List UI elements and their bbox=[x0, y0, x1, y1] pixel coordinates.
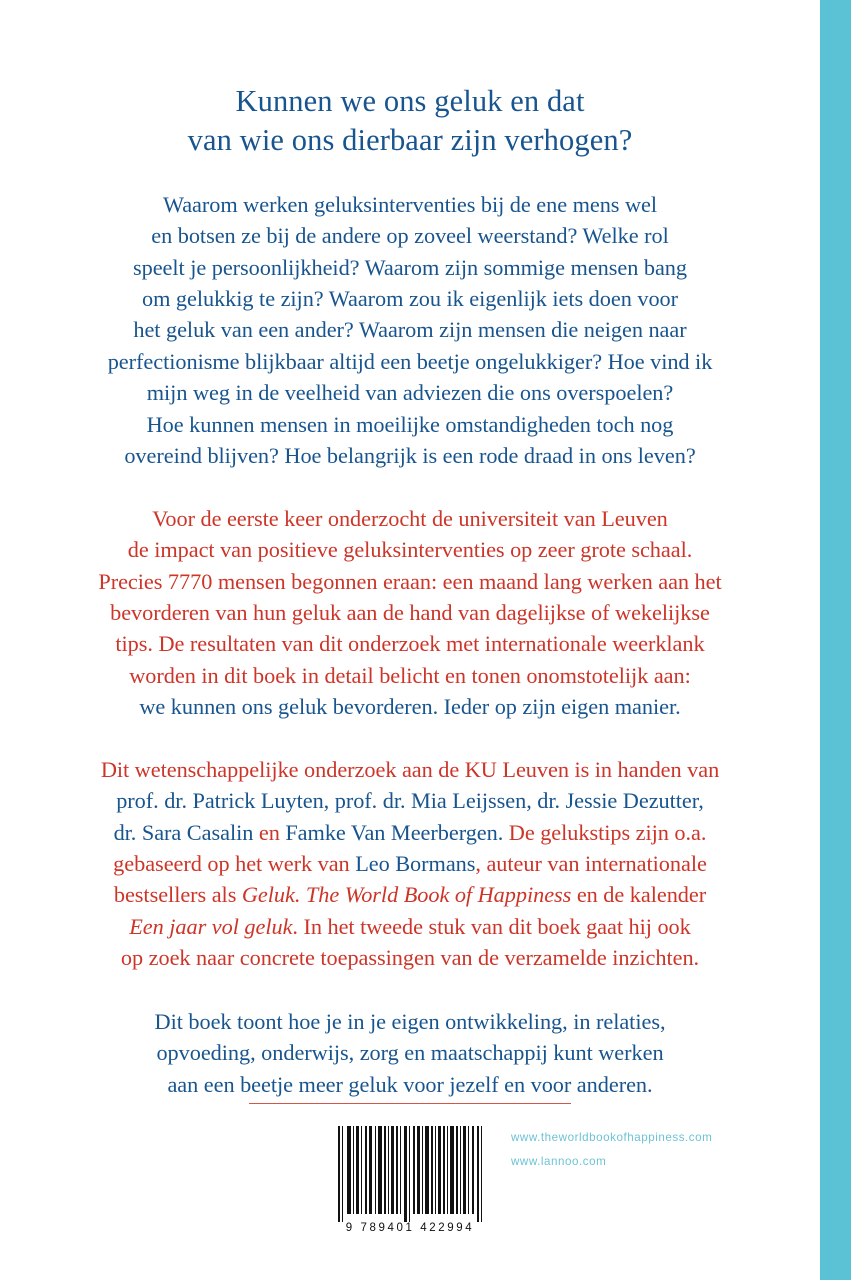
text-line: de impact van positieve geluksinterventies op zeer grote schaal. bbox=[127, 537, 693, 563]
text-line bbox=[60, 817, 760, 848]
text-line: perfectionisme blijkbaar altijd een beetje ongelukkiger? Hoe vind ik bbox=[107, 348, 713, 374]
text-line: we kunnen ons geluk bevorderen. Ieder op zijn eigen manier. bbox=[139, 694, 681, 720]
text-run: en de kalender bbox=[571, 882, 707, 908]
text-run: gebaseerd op het werk van bbox=[113, 851, 356, 876]
title-line-2: van wie ons dierbaar zijn verhogen? bbox=[187, 123, 633, 158]
text-line: overeind blijven? Hoe belangrijk is een rode draad in ons leven? bbox=[124, 443, 696, 469]
text-line: Dit boek toont hoe je in je eigen ontwikkeling, in relaties, bbox=[154, 1008, 666, 1034]
website-links bbox=[511, 1126, 712, 1174]
text-line: Waarom werken geluksinterventies bij de ene mens wel bbox=[162, 191, 658, 217]
isbn-digits: 9 789401 422994 bbox=[345, 1222, 475, 1234]
text-line: tips. De resultaten van dit onderzoek met internationale weerklank bbox=[115, 631, 705, 657]
text-run: , auteur van internationale bbox=[475, 851, 707, 876]
book-title-world-book-of-happiness: The World Book of Happiness bbox=[305, 882, 572, 908]
book-title-een-jaar-vol-geluk: Een jaar vol geluk bbox=[129, 913, 293, 939]
barcode bbox=[330, 1122, 490, 1250]
text-line: Voor de eerste keer onderzocht de universiteit van Leuven bbox=[152, 505, 668, 531]
barcode-bars-icon bbox=[330, 1122, 490, 1226]
text-line: het geluk van een ander? Waarom zijn mensen die neigen naar bbox=[133, 317, 687, 343]
text-line bbox=[60, 911, 760, 942]
text-line bbox=[60, 754, 760, 785]
text-run: op zoek naar concrete toepassingen van de verzamelde inzichten. bbox=[120, 945, 700, 971]
text-line bbox=[60, 942, 760, 973]
text-line: Precies 7770 mensen begonnen eraan: een maand lang werken aan het bbox=[98, 568, 722, 594]
text-line bbox=[60, 848, 760, 879]
paragraph-scope bbox=[60, 1006, 760, 1100]
spine-color-band bbox=[820, 0, 851, 1280]
text-line: bevorderen van hun geluk aan de hand van dagelijkse of wekelijkse bbox=[110, 599, 710, 625]
horizontal-divider bbox=[249, 1103, 571, 1104]
text-line: mijn weg in de veelheid van adviezen die ons overspoelen? bbox=[146, 380, 674, 406]
paragraph-research bbox=[60, 503, 760, 723]
paragraph-questions bbox=[60, 189, 760, 472]
link-theworldbookofhappiness[interactable]: www.theworldbookofhappiness.com bbox=[511, 1131, 713, 1144]
text-line: en botsen ze bij de andere op zoveel weerstand? Welke rol bbox=[151, 223, 669, 249]
paragraph-team bbox=[60, 754, 760, 974]
title-line-1: Kunnen we ons geluk en dat bbox=[235, 84, 585, 118]
page-title bbox=[60, 0, 760, 161]
text-line: om gelukkig te zijn? Waarom zou ik eigenlijk iets doen voor bbox=[141, 286, 679, 311]
text-run: . In het tweede stuk van dit boek gaat hij ook bbox=[292, 913, 691, 939]
text-run: Dit wetenschappelijke onderzoek aan de KU Leuven is in handen van bbox=[100, 756, 720, 782]
text-run: en bbox=[253, 819, 286, 845]
text-line bbox=[60, 785, 760, 816]
text-run: De gelukstips zijn o.a. bbox=[503, 819, 707, 845]
text-line: opvoeding, onderwijs, zorg en maatschappij kunt werken bbox=[156, 1040, 664, 1066]
text-line: speelt je persoonlijkheid? Waarom zijn sommige mensen bang bbox=[132, 254, 688, 280]
text-run: Famke Van Meerbergen. bbox=[285, 819, 504, 845]
book-title-geluk: Geluk. bbox=[241, 882, 301, 908]
text-line bbox=[60, 879, 760, 910]
text-run: bestsellers als bbox=[113, 882, 242, 908]
text-run: dr. Sara Casalin bbox=[113, 819, 254, 845]
text-line: worden in dit boek in detail belicht en tonen onomstotelijk aan: bbox=[129, 662, 691, 688]
link-lannoo[interactable]: www.lannoo.com bbox=[511, 1154, 607, 1168]
author-name-leo-bormans: Leo Bormans bbox=[355, 851, 476, 876]
text-line: Hoe kunnen mensen in moeilijke omstandigheden toch nog bbox=[146, 411, 674, 437]
text-run: prof. dr. Patrick Luyten, prof. dr. Mia Leijssen, dr. Jessie Dezutter, bbox=[116, 788, 704, 814]
text-line: aan een beetje meer geluk voor jezelf en voor anderen. bbox=[167, 1071, 653, 1097]
